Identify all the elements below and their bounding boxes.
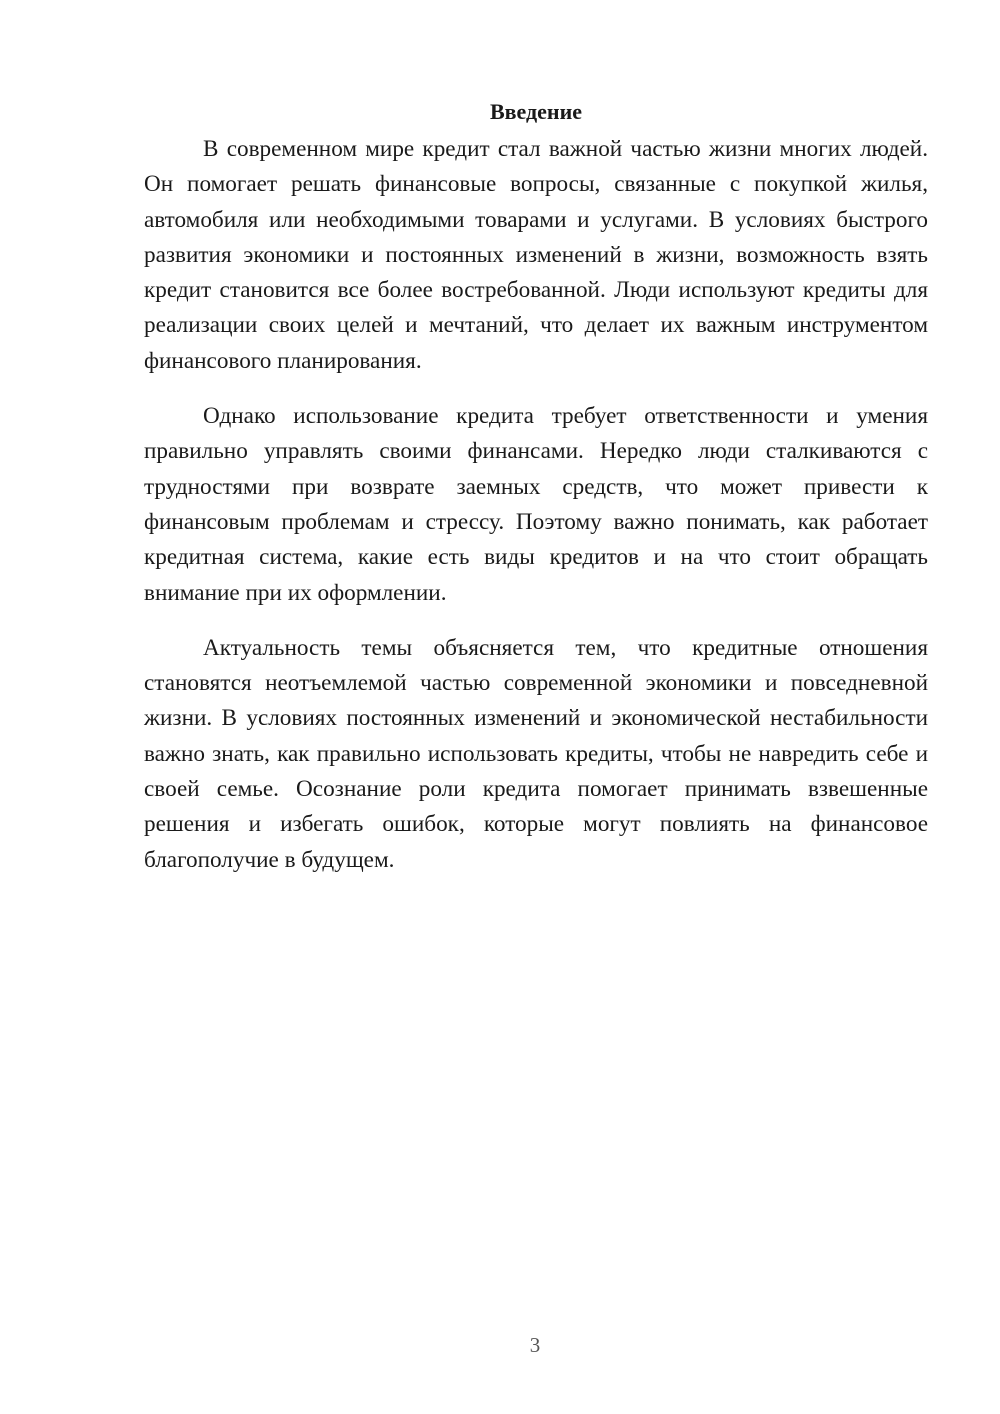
- page-body: [144, 98, 928, 898]
- page-number: 3: [529, 1333, 541, 1357]
- section-heading: Введение: [489, 99, 583, 124]
- paragraph-3: Актуальность темы объясняется тем, что кредитные отношения становятся неотъемлемой частью современной экономики и повседневной жизни. В условиях постоянных изменений и экономической нестабильности важно знать, как правильно использовать кредиты, чтобы не навредить себе и своей семье. Осознание роли кредита помогает принимать взвешенные решения и избегать ошибок, которые могут повлиять на финансовое благополучие в будущем.: [144, 634, 928, 873]
- paragraph-2: Однако использование кредита требует ответственности и умения правильно управлять своими финансами. Нередко люди сталкиваются с трудностями при возврате заемных средств, что может привести к финансовым проблемам и стрессу. Поэтому важно понимать, как работает кредитная система, какие есть виды кредитов и на что стоит обращать внимание при их оформлении.: [144, 403, 928, 606]
- paragraph-1: В современном мире кредит стал важной частью жизни многих людей. Он помогает решать финансовые вопросы, связанные с покупкой жилья, автомобиля или необходимыми товарами и услугами. В условиях быстрого развития экономики и постоянных изменений в жизни, возможность взять кредит становится все более востребованной. Люди используют кредиты для реализации своих целей и мечтаний, что делает их важным инструментом финансового планирования.: [144, 136, 928, 374]
